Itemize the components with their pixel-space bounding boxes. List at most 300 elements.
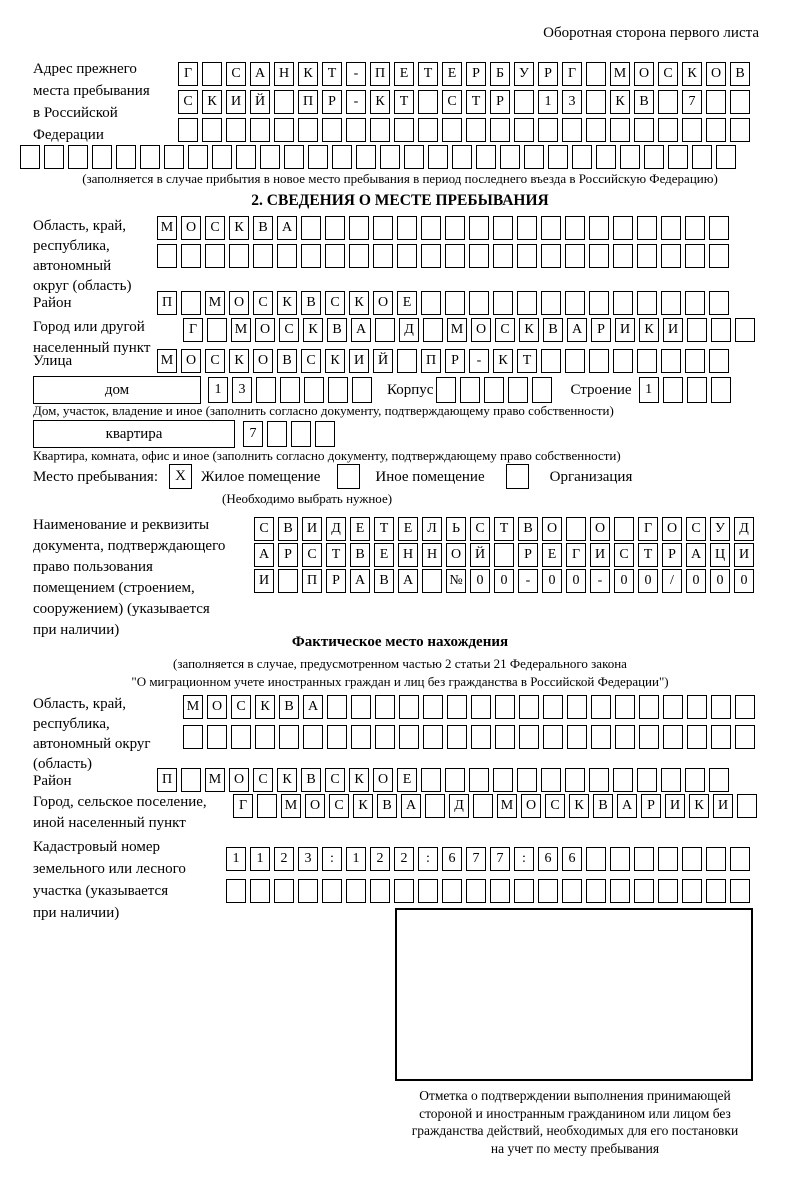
char-cell[interactable]: В bbox=[634, 90, 654, 114]
char-cell[interactable] bbox=[298, 118, 318, 142]
char-cell[interactable] bbox=[567, 695, 587, 719]
char-cell[interactable] bbox=[207, 318, 227, 342]
char-cell[interactable] bbox=[589, 244, 609, 268]
char-cell[interactable]: В bbox=[279, 695, 299, 719]
char-cell[interactable]: Н bbox=[422, 543, 442, 567]
char-cell[interactable]: К bbox=[255, 695, 275, 719]
char-cell[interactable] bbox=[566, 517, 586, 541]
char-cell[interactable]: Н bbox=[398, 543, 418, 567]
char-cell[interactable]: Е bbox=[542, 543, 562, 567]
char-cell[interactable] bbox=[572, 145, 592, 169]
char-cell[interactable]: С bbox=[205, 216, 225, 240]
char-cell[interactable]: О bbox=[542, 517, 562, 541]
char-cell[interactable] bbox=[298, 879, 318, 903]
char-cell[interactable] bbox=[613, 216, 633, 240]
char-cell[interactable]: 0 bbox=[734, 569, 754, 593]
char-cell[interactable] bbox=[541, 349, 561, 373]
char-cell[interactable]: П bbox=[302, 569, 322, 593]
char-cell[interactable]: Г bbox=[562, 62, 582, 86]
char-cell[interactable]: Т bbox=[517, 349, 537, 373]
char-cell[interactable]: А bbox=[617, 794, 637, 818]
char-cell[interactable] bbox=[274, 118, 294, 142]
char-cell[interactable]: Ц bbox=[710, 543, 730, 567]
char-cell[interactable] bbox=[469, 291, 489, 315]
char-cell[interactable] bbox=[236, 145, 256, 169]
char-cell[interactable]: Е bbox=[397, 768, 417, 792]
char-cell[interactable] bbox=[634, 879, 654, 903]
char-cell[interactable] bbox=[346, 118, 366, 142]
char-cell[interactable]: И bbox=[665, 794, 685, 818]
char-cell[interactable]: П bbox=[157, 291, 177, 315]
char-cell[interactable]: Е bbox=[394, 62, 414, 86]
char-cell[interactable] bbox=[447, 725, 467, 749]
char-cell[interactable]: И bbox=[713, 794, 733, 818]
char-cell[interactable] bbox=[284, 145, 304, 169]
char-cell[interactable]: К bbox=[610, 90, 630, 114]
char-cell[interactable] bbox=[436, 377, 456, 403]
char-cell[interactable] bbox=[466, 879, 486, 903]
char-cell[interactable]: М bbox=[447, 318, 467, 342]
char-cell[interactable] bbox=[711, 377, 731, 403]
char-cell[interactable]: : bbox=[418, 847, 438, 871]
char-cell[interactable] bbox=[541, 216, 561, 240]
char-cell[interactable]: С bbox=[329, 794, 349, 818]
char-cell[interactable]: О bbox=[229, 768, 249, 792]
char-cell[interactable] bbox=[493, 291, 513, 315]
char-cell[interactable] bbox=[471, 725, 491, 749]
prev-address-row-3[interactable] bbox=[178, 118, 750, 142]
char-cell[interactable] bbox=[421, 244, 441, 268]
char-cell[interactable]: Р bbox=[490, 90, 510, 114]
char-cell[interactable] bbox=[562, 118, 582, 142]
char-cell[interactable]: М bbox=[157, 349, 177, 373]
char-cell[interactable] bbox=[349, 216, 369, 240]
char-cell[interactable]: О bbox=[255, 318, 275, 342]
char-cell[interactable]: О bbox=[229, 291, 249, 315]
char-cell[interactable]: 2 bbox=[274, 847, 294, 871]
char-cell[interactable]: / bbox=[662, 569, 682, 593]
char-cell[interactable] bbox=[565, 291, 585, 315]
char-cell[interactable] bbox=[682, 847, 702, 871]
char-cell[interactable]: В bbox=[327, 318, 347, 342]
char-cell[interactable] bbox=[229, 244, 249, 268]
char-cell[interactable]: С bbox=[254, 517, 274, 541]
char-cell[interactable] bbox=[730, 847, 750, 871]
char-cell[interactable] bbox=[567, 725, 587, 749]
char-cell[interactable]: Е bbox=[374, 543, 394, 567]
char-cell[interactable] bbox=[586, 118, 606, 142]
char-cell[interactable] bbox=[548, 145, 568, 169]
char-cell[interactable] bbox=[226, 879, 246, 903]
char-cell[interactable]: Р bbox=[445, 349, 465, 373]
char-cell[interactable] bbox=[730, 90, 750, 114]
char-cell[interactable] bbox=[514, 90, 534, 114]
char-cell[interactable] bbox=[709, 216, 729, 240]
char-cell[interactable] bbox=[325, 244, 345, 268]
char-cell[interactable] bbox=[500, 145, 520, 169]
char-cell[interactable] bbox=[589, 216, 609, 240]
char-cell[interactable] bbox=[322, 118, 342, 142]
char-cell[interactable] bbox=[418, 90, 438, 114]
char-cell[interactable]: К bbox=[349, 768, 369, 792]
char-cell[interactable] bbox=[346, 879, 366, 903]
char-cell[interactable] bbox=[490, 879, 510, 903]
char-cell[interactable] bbox=[257, 794, 277, 818]
char-cell[interactable]: - bbox=[346, 62, 366, 86]
char-cell[interactable] bbox=[735, 318, 755, 342]
char-cell[interactable]: 0 bbox=[686, 569, 706, 593]
char-cell[interactable]: Е bbox=[350, 517, 370, 541]
char-cell[interactable] bbox=[687, 377, 707, 403]
char-cell[interactable] bbox=[260, 145, 280, 169]
char-cell[interactable]: 6 bbox=[562, 847, 582, 871]
char-cell[interactable]: Р bbox=[518, 543, 538, 567]
region-row-1[interactable] bbox=[157, 216, 729, 240]
char-cell[interactable]: А bbox=[401, 794, 421, 818]
char-cell[interactable] bbox=[709, 768, 729, 792]
char-cell[interactable]: С bbox=[658, 62, 678, 86]
char-cell[interactable] bbox=[586, 879, 606, 903]
char-cell[interactable] bbox=[274, 90, 294, 114]
char-cell[interactable] bbox=[514, 879, 534, 903]
char-cell[interactable]: К bbox=[353, 794, 373, 818]
char-cell[interactable] bbox=[394, 118, 414, 142]
korpus-cells[interactable] bbox=[436, 377, 552, 403]
char-cell[interactable] bbox=[706, 90, 726, 114]
char-cell[interactable] bbox=[687, 318, 707, 342]
char-cell[interactable] bbox=[508, 377, 528, 403]
char-cell[interactable]: 2 bbox=[370, 847, 390, 871]
char-cell[interactable] bbox=[735, 725, 755, 749]
char-cell[interactable]: 3 bbox=[298, 847, 318, 871]
char-cell[interactable]: О bbox=[181, 349, 201, 373]
house-number-cells[interactable] bbox=[208, 377, 372, 403]
char-cell[interactable]: К bbox=[277, 291, 297, 315]
char-cell[interactable]: И bbox=[663, 318, 683, 342]
char-cell[interactable]: К bbox=[493, 349, 513, 373]
char-cell[interactable]: 3 bbox=[232, 377, 252, 403]
char-cell[interactable]: С bbox=[495, 318, 515, 342]
organization-checkbox[interactable] bbox=[506, 464, 529, 489]
char-cell[interactable] bbox=[615, 695, 635, 719]
char-cell[interactable] bbox=[614, 517, 634, 541]
char-cell[interactable]: К bbox=[689, 794, 709, 818]
char-cell[interactable]: 1 bbox=[250, 847, 270, 871]
char-cell[interactable]: 0 bbox=[470, 569, 490, 593]
char-cell[interactable] bbox=[711, 695, 731, 719]
char-cell[interactable]: Г bbox=[566, 543, 586, 567]
char-cell[interactable] bbox=[658, 90, 678, 114]
prev-address-row-1[interactable] bbox=[178, 62, 750, 86]
char-cell[interactable]: 1 bbox=[208, 377, 228, 403]
char-cell[interactable] bbox=[493, 768, 513, 792]
char-cell[interactable]: Е bbox=[442, 62, 462, 86]
char-cell[interactable] bbox=[445, 291, 465, 315]
char-cell[interactable] bbox=[613, 244, 633, 268]
char-cell[interactable] bbox=[325, 216, 345, 240]
char-cell[interactable]: 7 bbox=[466, 847, 486, 871]
char-cell[interactable] bbox=[685, 768, 705, 792]
char-cell[interactable] bbox=[613, 768, 633, 792]
char-cell[interactable] bbox=[469, 244, 489, 268]
char-cell[interactable] bbox=[565, 768, 585, 792]
char-cell[interactable]: А bbox=[398, 569, 418, 593]
char-cell[interactable]: О bbox=[634, 62, 654, 86]
char-cell[interactable]: П bbox=[421, 349, 441, 373]
char-cell[interactable] bbox=[591, 725, 611, 749]
char-cell[interactable]: 6 bbox=[538, 847, 558, 871]
char-cell[interactable] bbox=[517, 244, 537, 268]
char-cell[interactable] bbox=[493, 244, 513, 268]
char-cell[interactable]: - bbox=[518, 569, 538, 593]
char-cell[interactable]: Г bbox=[233, 794, 253, 818]
char-cell[interactable] bbox=[565, 349, 585, 373]
char-cell[interactable] bbox=[253, 244, 273, 268]
char-cell[interactable]: С bbox=[205, 349, 225, 373]
char-cell[interactable]: С bbox=[614, 543, 634, 567]
char-cell[interactable] bbox=[178, 118, 198, 142]
char-cell[interactable]: А bbox=[567, 318, 587, 342]
char-cell[interactable] bbox=[663, 695, 683, 719]
char-cell[interactable]: В bbox=[374, 569, 394, 593]
char-cell[interactable] bbox=[116, 145, 136, 169]
char-cell[interactable]: В bbox=[278, 517, 298, 541]
char-cell[interactable] bbox=[226, 118, 246, 142]
char-cell[interactable] bbox=[637, 291, 657, 315]
char-cell[interactable] bbox=[685, 216, 705, 240]
char-cell[interactable] bbox=[181, 244, 201, 268]
char-cell[interactable] bbox=[682, 879, 702, 903]
char-cell[interactable] bbox=[737, 794, 757, 818]
char-cell[interactable] bbox=[473, 794, 493, 818]
char-cell[interactable] bbox=[375, 725, 395, 749]
char-cell[interactable]: А bbox=[250, 62, 270, 86]
char-cell[interactable]: С bbox=[470, 517, 490, 541]
char-cell[interactable]: О bbox=[446, 543, 466, 567]
char-cell[interactable] bbox=[658, 879, 678, 903]
char-cell[interactable] bbox=[279, 725, 299, 749]
char-cell[interactable] bbox=[380, 145, 400, 169]
char-cell[interactable]: В bbox=[518, 517, 538, 541]
char-cell[interactable] bbox=[181, 768, 201, 792]
char-cell[interactable]: И bbox=[254, 569, 274, 593]
char-cell[interactable] bbox=[661, 349, 681, 373]
char-cell[interactable]: 0 bbox=[566, 569, 586, 593]
char-cell[interactable]: В bbox=[277, 349, 297, 373]
char-cell[interactable] bbox=[685, 244, 705, 268]
char-cell[interactable] bbox=[730, 879, 750, 903]
char-cell[interactable] bbox=[188, 145, 208, 169]
char-cell[interactable]: К bbox=[569, 794, 589, 818]
char-cell[interactable]: Й bbox=[373, 349, 393, 373]
char-cell[interactable] bbox=[706, 847, 726, 871]
char-cell[interactable] bbox=[589, 291, 609, 315]
char-cell[interactable] bbox=[278, 569, 298, 593]
char-cell[interactable] bbox=[351, 725, 371, 749]
char-cell[interactable] bbox=[610, 879, 630, 903]
char-cell[interactable] bbox=[663, 725, 683, 749]
prev-address-row-4[interactable] bbox=[20, 145, 736, 169]
char-cell[interactable] bbox=[687, 695, 707, 719]
char-cell[interactable] bbox=[267, 421, 287, 447]
char-cell[interactable] bbox=[730, 118, 750, 142]
char-cell[interactable] bbox=[68, 145, 88, 169]
char-cell[interactable]: М bbox=[183, 695, 203, 719]
char-cell[interactable]: Р bbox=[322, 90, 342, 114]
char-cell[interactable]: С bbox=[279, 318, 299, 342]
char-cell[interactable]: К bbox=[370, 90, 390, 114]
char-cell[interactable] bbox=[373, 244, 393, 268]
char-cell[interactable]: А bbox=[254, 543, 274, 567]
char-cell[interactable] bbox=[351, 695, 371, 719]
char-cell[interactable]: К bbox=[229, 216, 249, 240]
char-cell[interactable]: К bbox=[639, 318, 659, 342]
char-cell[interactable] bbox=[423, 318, 443, 342]
cadastral-row-1[interactable] bbox=[226, 847, 750, 871]
ownership-doc-row-1[interactable] bbox=[254, 517, 754, 541]
char-cell[interactable]: 0 bbox=[710, 569, 730, 593]
char-cell[interactable] bbox=[493, 216, 513, 240]
char-cell[interactable]: О bbox=[253, 349, 273, 373]
char-cell[interactable] bbox=[711, 725, 731, 749]
char-cell[interactable]: О bbox=[373, 291, 393, 315]
char-cell[interactable] bbox=[476, 145, 496, 169]
char-cell[interactable] bbox=[716, 145, 736, 169]
char-cell[interactable] bbox=[397, 349, 417, 373]
char-cell[interactable] bbox=[301, 216, 321, 240]
char-cell[interactable] bbox=[256, 377, 276, 403]
char-cell[interactable] bbox=[514, 118, 534, 142]
char-cell[interactable] bbox=[682, 118, 702, 142]
char-cell[interactable]: А bbox=[686, 543, 706, 567]
char-cell[interactable]: С bbox=[178, 90, 198, 114]
char-cell[interactable]: К bbox=[298, 62, 318, 86]
char-cell[interactable] bbox=[328, 377, 348, 403]
char-cell[interactable]: Л bbox=[422, 517, 442, 541]
actual-city-row[interactable] bbox=[233, 794, 757, 818]
char-cell[interactable] bbox=[586, 90, 606, 114]
char-cell[interactable]: Р bbox=[538, 62, 558, 86]
char-cell[interactable]: Д bbox=[326, 517, 346, 541]
char-cell[interactable]: В bbox=[350, 543, 370, 567]
char-cell[interactable] bbox=[586, 847, 606, 871]
region-row-2[interactable] bbox=[157, 244, 729, 268]
char-cell[interactable]: О bbox=[305, 794, 325, 818]
char-cell[interactable] bbox=[277, 244, 297, 268]
char-cell[interactable] bbox=[44, 145, 64, 169]
char-cell[interactable] bbox=[140, 145, 160, 169]
char-cell[interactable]: Й bbox=[470, 543, 490, 567]
char-cell[interactable]: В bbox=[543, 318, 563, 342]
other-premises-checkbox[interactable] bbox=[337, 464, 360, 489]
char-cell[interactable]: - bbox=[469, 349, 489, 373]
char-cell[interactable]: - bbox=[346, 90, 366, 114]
char-cell[interactable] bbox=[460, 377, 480, 403]
char-cell[interactable] bbox=[543, 695, 563, 719]
char-cell[interactable] bbox=[202, 62, 222, 86]
char-cell[interactable] bbox=[711, 318, 731, 342]
char-cell[interactable]: Н bbox=[274, 62, 294, 86]
district-row[interactable] bbox=[157, 291, 729, 315]
char-cell[interactable] bbox=[709, 349, 729, 373]
char-cell[interactable]: С bbox=[253, 768, 273, 792]
char-cell[interactable] bbox=[596, 145, 616, 169]
char-cell[interactable]: М bbox=[610, 62, 630, 86]
char-cell[interactable]: В bbox=[593, 794, 613, 818]
char-cell[interactable]: № bbox=[446, 569, 466, 593]
char-cell[interactable] bbox=[469, 216, 489, 240]
char-cell[interactable] bbox=[637, 216, 657, 240]
char-cell[interactable]: Т bbox=[326, 543, 346, 567]
apartment-number-cells[interactable] bbox=[243, 421, 335, 447]
char-cell[interactable] bbox=[490, 118, 510, 142]
char-cell[interactable] bbox=[634, 118, 654, 142]
char-cell[interactable]: Р bbox=[278, 543, 298, 567]
ownership-doc-row-3[interactable] bbox=[254, 569, 754, 593]
char-cell[interactable] bbox=[519, 695, 539, 719]
char-cell[interactable]: П bbox=[370, 62, 390, 86]
char-cell[interactable] bbox=[615, 725, 635, 749]
char-cell[interactable]: Р bbox=[591, 318, 611, 342]
char-cell[interactable] bbox=[639, 725, 659, 749]
char-cell[interactable] bbox=[202, 118, 222, 142]
char-cell[interactable]: Р bbox=[662, 543, 682, 567]
char-cell[interactable]: М bbox=[281, 794, 301, 818]
char-cell[interactable] bbox=[613, 291, 633, 315]
char-cell[interactable] bbox=[183, 725, 203, 749]
char-cell[interactable] bbox=[538, 118, 558, 142]
char-cell[interactable] bbox=[164, 145, 184, 169]
street-row[interactable] bbox=[157, 349, 729, 373]
char-cell[interactable] bbox=[644, 145, 664, 169]
char-cell[interactable]: : bbox=[322, 847, 342, 871]
char-cell[interactable] bbox=[418, 879, 438, 903]
char-cell[interactable] bbox=[735, 695, 755, 719]
char-cell[interactable] bbox=[399, 695, 419, 719]
char-cell[interactable] bbox=[471, 695, 491, 719]
char-cell[interactable]: Г bbox=[183, 318, 203, 342]
char-cell[interactable] bbox=[205, 244, 225, 268]
char-cell[interactable] bbox=[250, 879, 270, 903]
char-cell[interactable] bbox=[397, 216, 417, 240]
char-cell[interactable]: - bbox=[590, 569, 610, 593]
char-cell[interactable] bbox=[428, 145, 448, 169]
char-cell[interactable] bbox=[586, 62, 606, 86]
char-cell[interactable] bbox=[304, 377, 324, 403]
char-cell[interactable] bbox=[565, 244, 585, 268]
char-cell[interactable] bbox=[709, 244, 729, 268]
char-cell[interactable] bbox=[375, 695, 395, 719]
char-cell[interactable] bbox=[668, 145, 688, 169]
char-cell[interactable]: К bbox=[202, 90, 222, 114]
char-cell[interactable]: А bbox=[277, 216, 297, 240]
char-cell[interactable] bbox=[447, 695, 467, 719]
char-cell[interactable] bbox=[517, 768, 537, 792]
char-cell[interactable]: И bbox=[302, 517, 322, 541]
char-cell[interactable] bbox=[610, 847, 630, 871]
char-cell[interactable] bbox=[315, 421, 335, 447]
char-cell[interactable] bbox=[442, 118, 462, 142]
char-cell[interactable] bbox=[394, 879, 414, 903]
char-cell[interactable] bbox=[589, 349, 609, 373]
char-cell[interactable]: 0 bbox=[494, 569, 514, 593]
char-cell[interactable]: Т bbox=[374, 517, 394, 541]
stroenie-cells[interactable] bbox=[639, 377, 731, 403]
char-cell[interactable] bbox=[356, 145, 376, 169]
char-cell[interactable] bbox=[532, 377, 552, 403]
char-cell[interactable]: Д bbox=[399, 318, 419, 342]
char-cell[interactable]: Т bbox=[418, 62, 438, 86]
